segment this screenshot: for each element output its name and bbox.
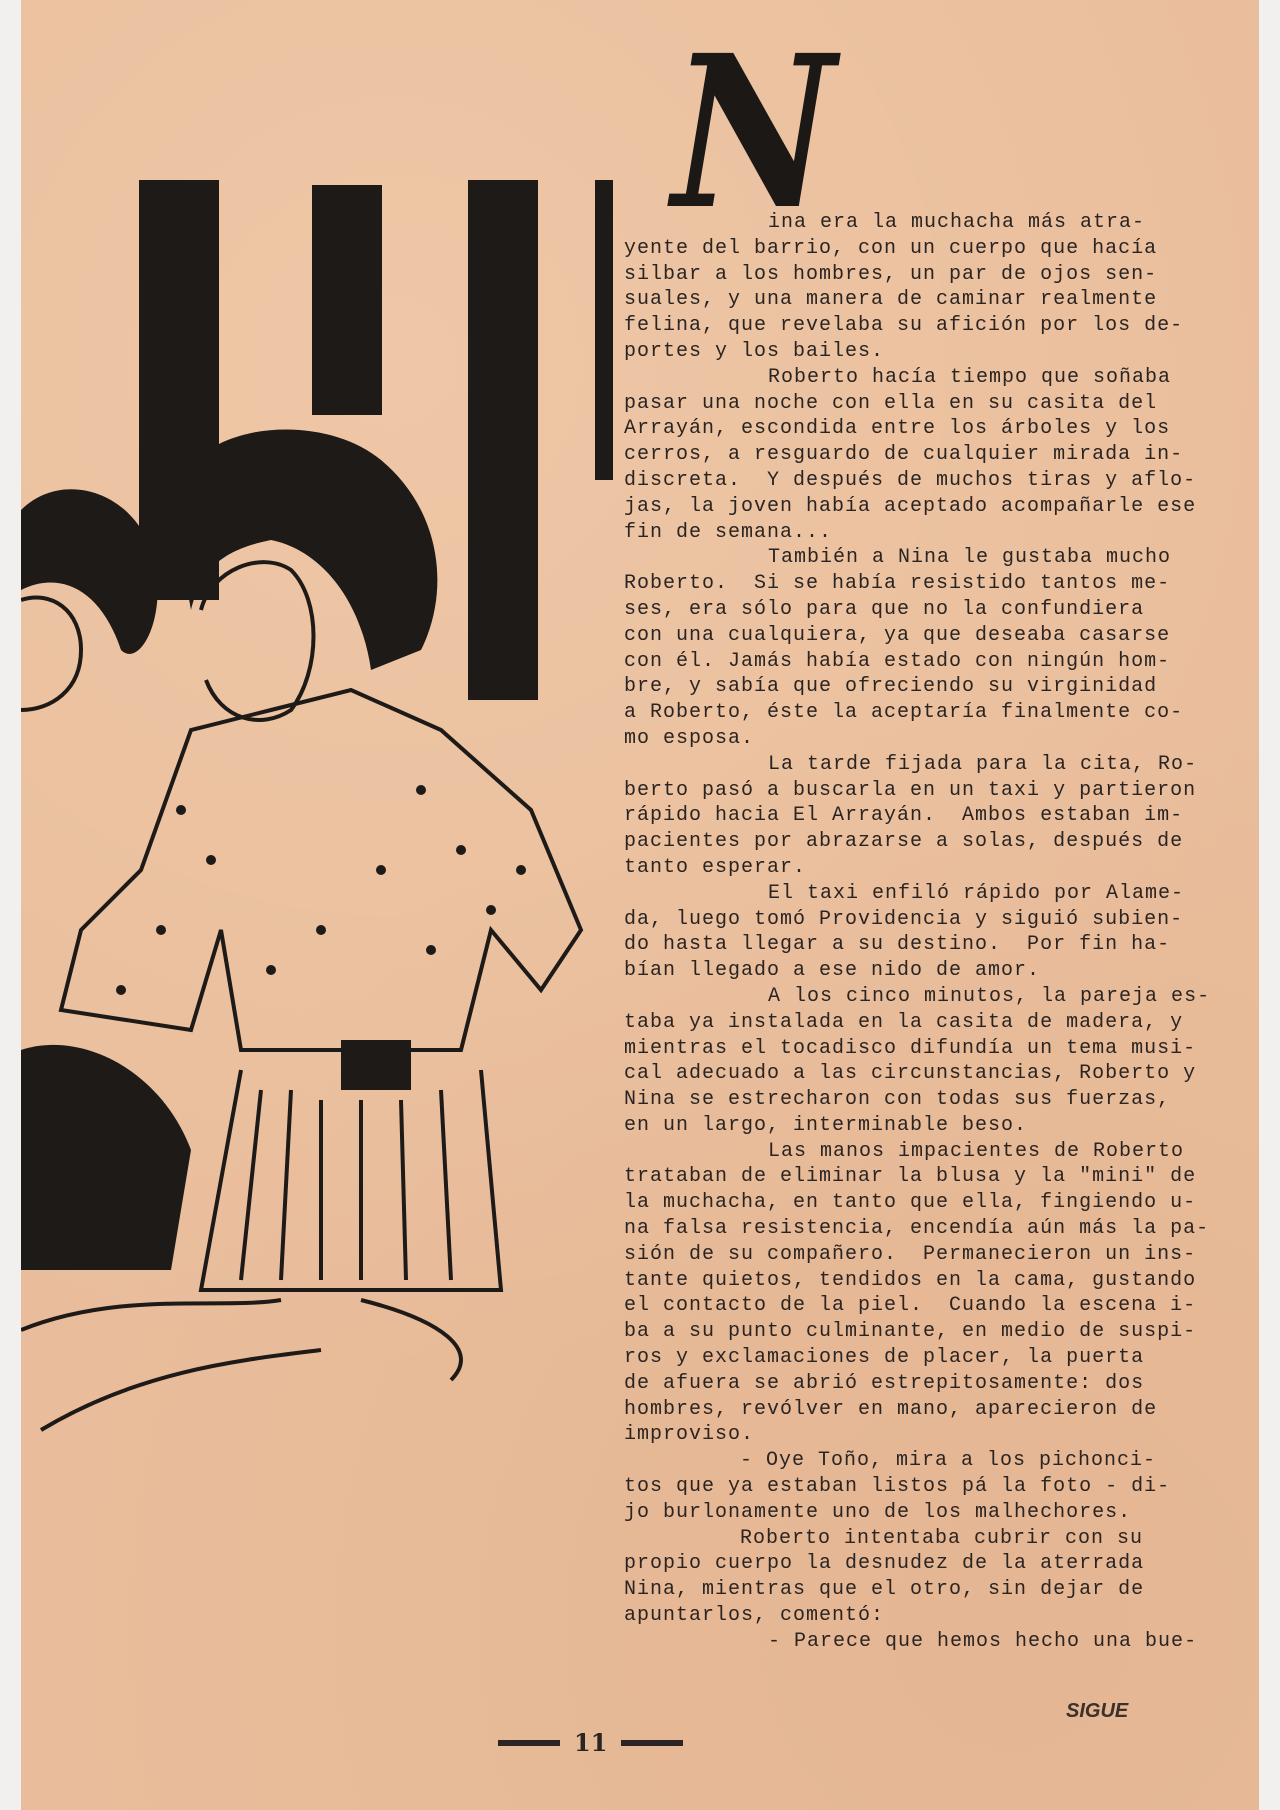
- text-line: apuntarlos, comentó:: [624, 1604, 885, 1628]
- shadow: [21, 1045, 191, 1270]
- text-line: la muchacha, en tanto que ella, fingiendo u-: [624, 1191, 1197, 1215]
- text-line: - Oye Toño, mira a los pichonci-: [740, 1449, 1157, 1473]
- background-bar: [595, 180, 613, 480]
- text-line: La tarde fijada para la cita, Ro-: [768, 752, 1198, 776]
- text-line: bían llegado a ese nido de amor.: [624, 959, 1041, 983]
- continue-label: SIGUE: [1066, 1700, 1129, 1722]
- divider: [621, 1740, 683, 1746]
- text-line: Nina, mientras que el otro, sin dejar de: [624, 1578, 1145, 1602]
- text-line: felina, que revelaba su afición por los de-: [624, 314, 1184, 338]
- text-line: pasar una noche con ella en su casita del: [624, 391, 1158, 415]
- divider: [498, 1740, 560, 1746]
- text-line: rápido hacia El Arrayán. Ambos estaban im-: [624, 804, 1184, 828]
- text-line: fin de semana...: [624, 520, 833, 544]
- text-line: ba a su punto culminante, en medio de suspi-: [624, 1320, 1197, 1344]
- text-line: Roberto. Si se había resistido tantos me-: [624, 572, 1171, 596]
- text-line: yente del barrio, con un cuerpo que hacía: [624, 236, 1158, 260]
- text-line: tante quietos, tendidos en la cama, gustando: [624, 1268, 1197, 1292]
- text-line: el contacto de la piel. Cuando la escena i-: [624, 1294, 1197, 1318]
- text-line: taba ya instalada en la casita de madera, y: [624, 1010, 1184, 1034]
- man-trousers: [201, 1070, 501, 1290]
- drop-cap: N: [672, 9, 836, 256]
- text-line: cal adecuado a las circunstancias, Roberto y: [624, 1062, 1197, 1086]
- text-line: - Parece que hemos hecho una bue-: [768, 1629, 1198, 1653]
- text-line: da, luego tomó Providencia y siguió subien-: [624, 907, 1184, 931]
- text-line: de afuera se abrió estrepitosamente: dos: [624, 1371, 1145, 1395]
- text-line: pacientes por abrazarse a solas, después de: [624, 830, 1184, 854]
- text-line: tos que ya estaban listos pá la foto - di-: [624, 1475, 1171, 1499]
- text-line: improviso.: [624, 1423, 755, 1447]
- belt-buckle: [341, 1040, 411, 1090]
- text-line: ses, era sólo para que no la confundiera: [624, 597, 1145, 621]
- man-shirt: [61, 690, 581, 1050]
- text-line: ina era la muchacha más atra-: [768, 211, 1146, 234]
- text-line: suales, y una manera de caminar realmente: [624, 288, 1158, 312]
- page-number-text: 11: [574, 1728, 608, 1757]
- text-line: mo esposa.: [624, 726, 755, 750]
- bed-sheet: [21, 1300, 461, 1430]
- illustration-couple: [21, 170, 621, 1470]
- text-line: jo burlonamente uno de los malhechores.: [624, 1500, 1132, 1524]
- text-line: hombres, revólver en mano, aparecieron de: [624, 1397, 1158, 1421]
- text-line: tanto esperar.: [624, 855, 807, 879]
- story-text: [624, 210, 1224, 1655]
- text-line: bre, y sabía que ofreciendo su virginidad: [624, 675, 1158, 699]
- text-line: Nina se estrecharon con todas sus fuerzas,: [624, 1088, 1171, 1112]
- text-line: con él. Jamás había estado con ningún hom-: [624, 649, 1171, 673]
- text-line: mientras el tocadisco difundía un tema musi-: [624, 1036, 1197, 1060]
- text-line: na falsa resistencia, encendía aún más la pa-: [624, 1217, 1210, 1241]
- trouser-stripes: [241, 1090, 451, 1280]
- text-line: berto pasó a buscarla en un taxi y partieron: [624, 778, 1197, 802]
- background-bar: [468, 180, 538, 700]
- text-line: con una cualquiera, ya que deseaba casarse: [624, 623, 1171, 647]
- text-line: Arrayán, escondida entre los árboles y los: [624, 417, 1171, 441]
- text-line: A los cinco minutos, la pareja es-: [768, 984, 1211, 1008]
- woman-face: [21, 597, 81, 710]
- text-line: Roberto intentaba cubrir con su: [740, 1526, 1144, 1550]
- text-line: do hasta llegar a su destino. Por fin ha-: [624, 933, 1171, 957]
- text-line: Roberto hacía tiempo que soñaba: [768, 365, 1172, 389]
- text-line: a Roberto, éste la aceptaría finalmente co-: [624, 701, 1184, 725]
- text-line: propio cuerpo la desnudez de la aterrada: [624, 1552, 1145, 1576]
- man-hair: [171, 429, 437, 670]
- text-line: El taxi enfiló rápido por Alame-: [768, 881, 1185, 905]
- text-line: También a Nina le gustaba mucho: [768, 546, 1172, 570]
- text-line: sión de su compañero. Permanecieron un ins-: [624, 1242, 1197, 1266]
- text-line: jas, la joven había aceptado acompañarle ese: [624, 494, 1197, 518]
- text-line: portes y los bailes.: [624, 339, 885, 363]
- background-bar: [312, 185, 382, 415]
- text-line: cerros, a resguardo de cualquier mirada in-: [624, 443, 1184, 467]
- page-number: [498, 1728, 683, 1757]
- text-line: ros y exclamaciones de placer, la puerta: [624, 1346, 1145, 1370]
- text-line: trataban de eliminar la blusa y la "mini" de: [624, 1165, 1197, 1189]
- woman-hair: [21, 489, 158, 654]
- text-line: silbar a los hombres, un par de ojos sen-: [624, 262, 1158, 286]
- text-line: Las manos impacientes de Roberto: [768, 1139, 1185, 1163]
- text-line: discreta. Y después de muchos tiras y aflo-: [624, 468, 1197, 492]
- text-line: en un largo, interminable beso.: [624, 1113, 1028, 1137]
